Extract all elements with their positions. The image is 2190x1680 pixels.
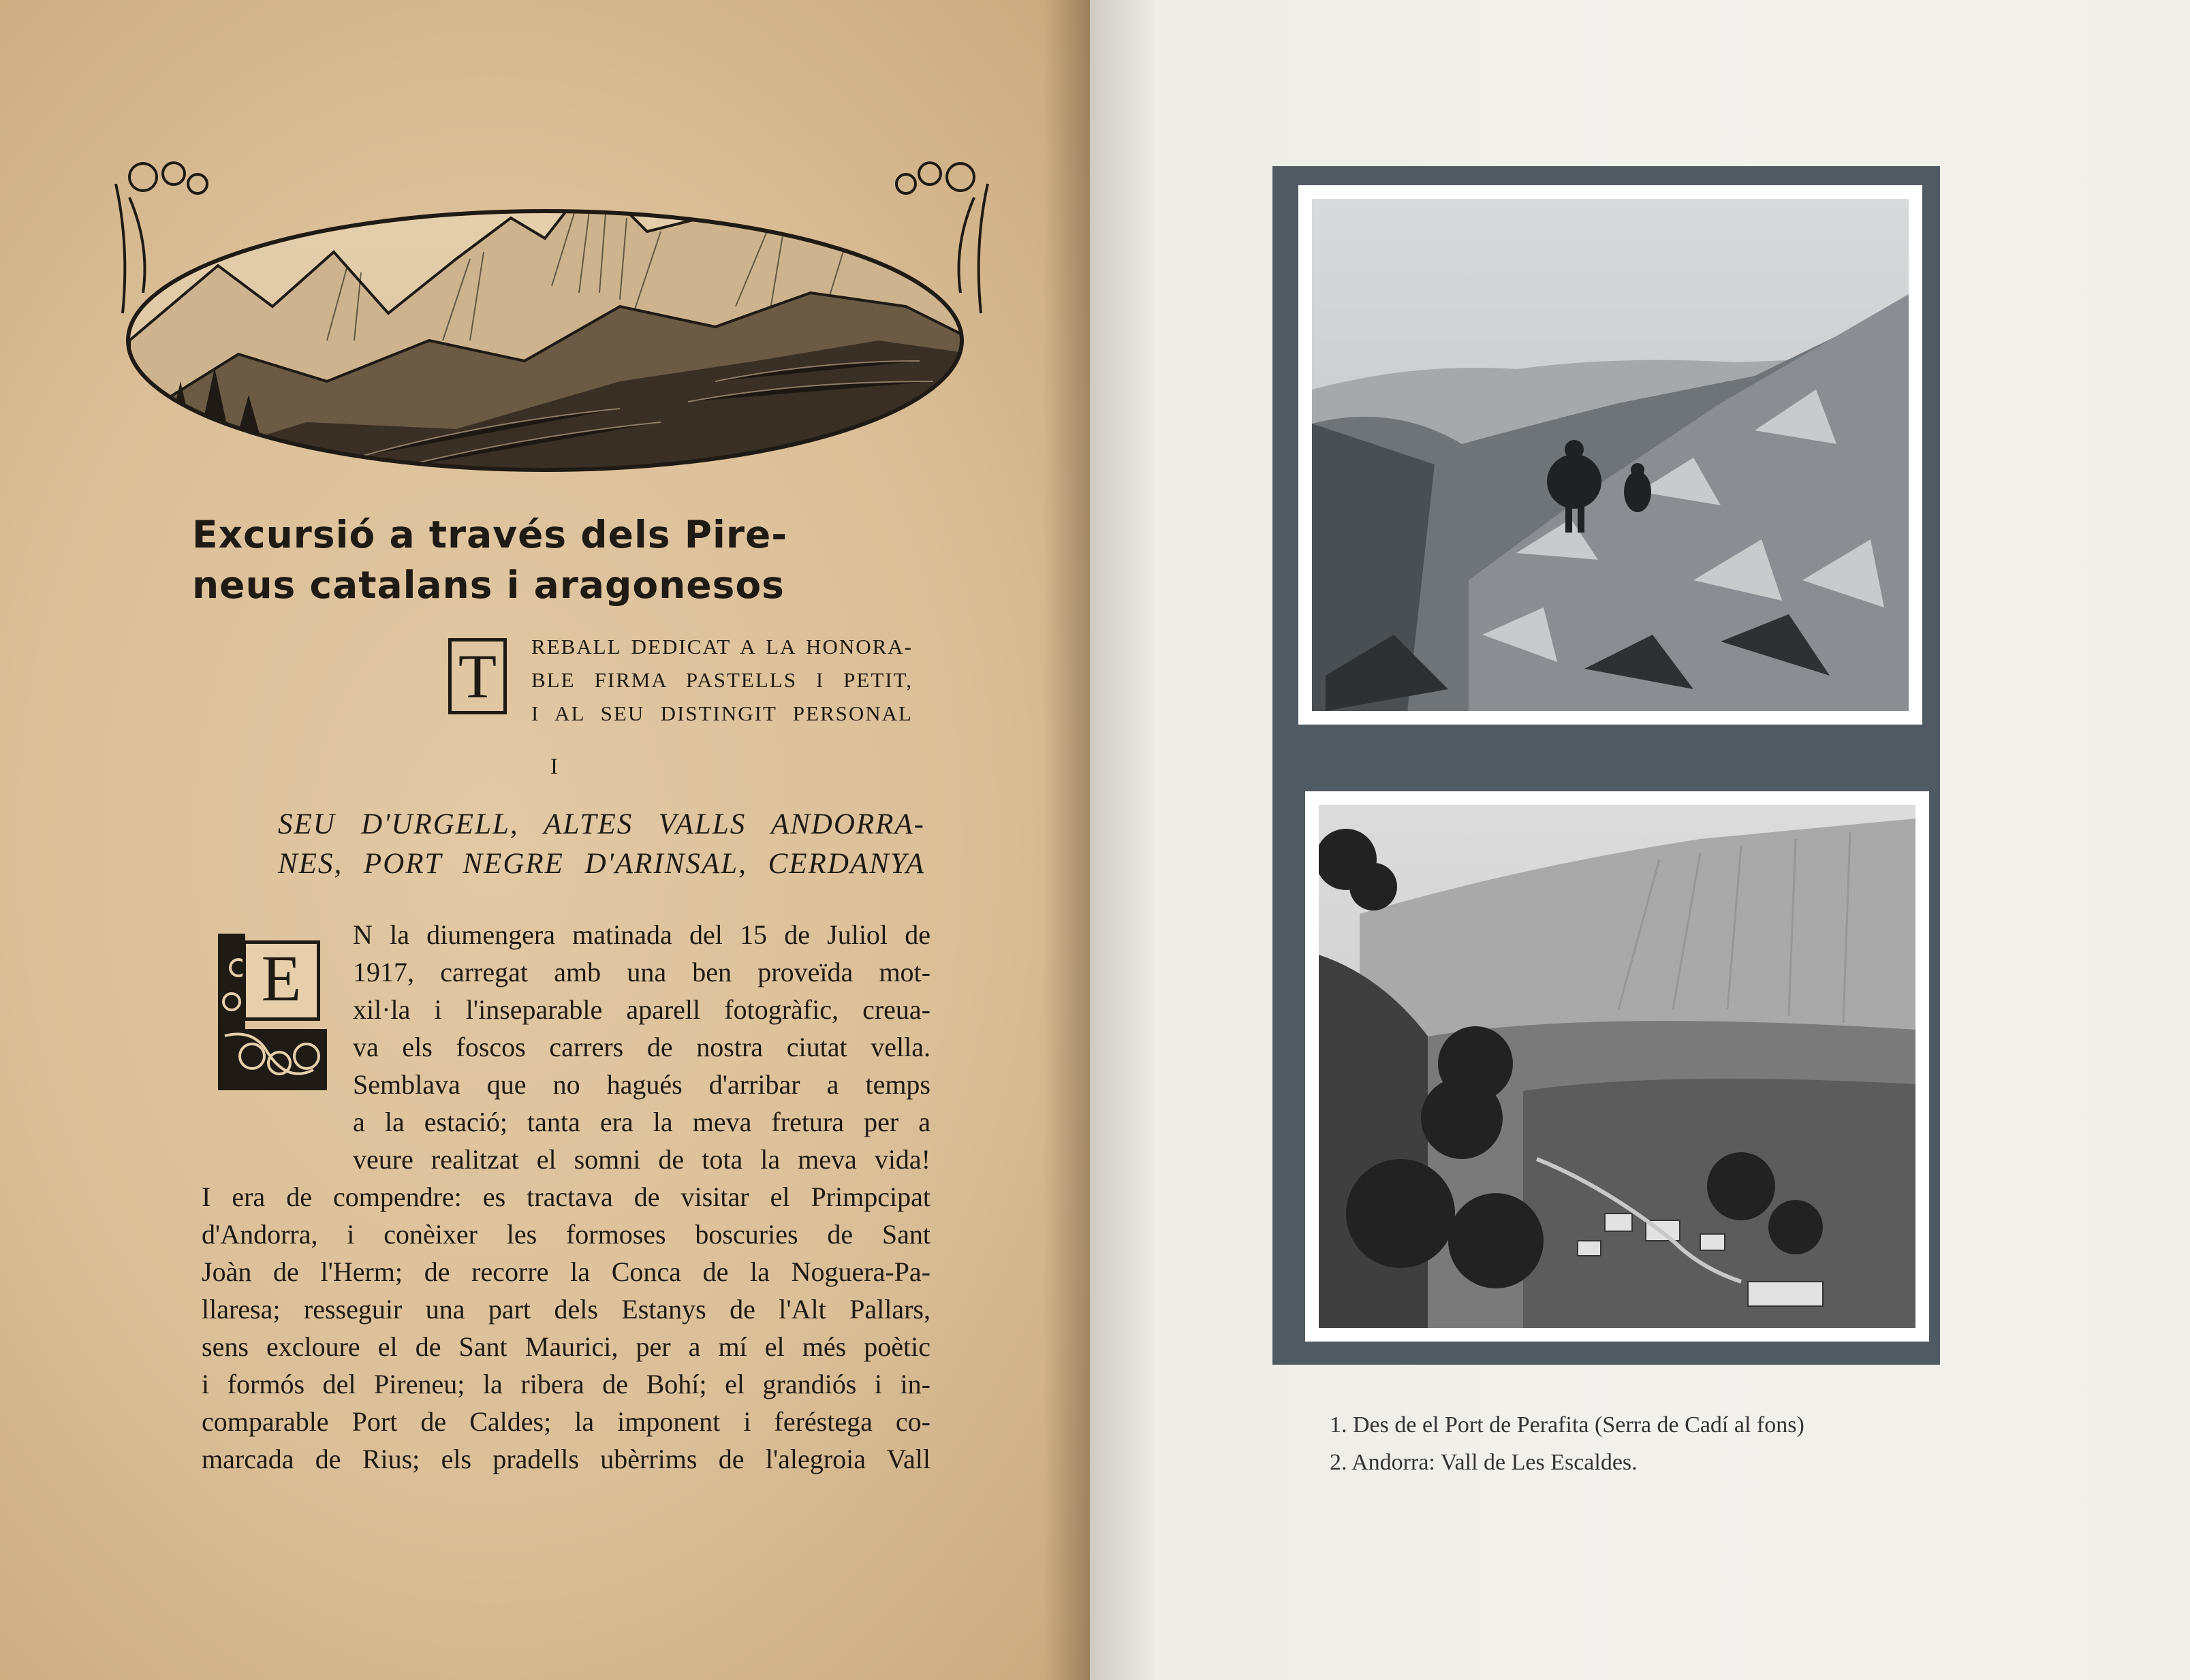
drop-cap-t: T (448, 638, 507, 714)
body-line: Joàn de l'Herm; de recorre la Conca de la Noguera-Pa- (202, 1256, 930, 1287)
mountain-photo (1312, 199, 1909, 711)
dedication-line: I AL SEU DISTINGIT PERSONAL (531, 701, 913, 725)
caption-1: 1. Des de el Port de Perafita (Serra de Cadí al fons) (1330, 1412, 1804, 1438)
body-line: N la diumengera matinada del 15 de Juliol de (353, 919, 930, 950)
body-line: a la estació; tanta era la meva fretura per a (353, 1107, 930, 1137)
article-title (192, 509, 941, 610)
body-line: marcada de Rius; els pradells ubèrrims de l'alegroia Vall (202, 1444, 930, 1474)
valley-photo (1319, 805, 1915, 1328)
photo-captions (1330, 1406, 2011, 1481)
body-line: xil·la i l'inseparable aparell fotogràfic, creua- (353, 994, 930, 1025)
section-title (278, 805, 925, 884)
drop-cap-e: E (261, 942, 302, 1015)
body-line: d'Andorra, i conèixer les formoses boscuries de Sant (202, 1219, 930, 1250)
caption-2: 2. Andorra: Vall de Les Escaldes. (1330, 1450, 1638, 1475)
dedication-line: BLE FIRMA PASTELLS I PETIT, (531, 668, 913, 692)
body-line: i formós del Pireneu; la ribera de Bohí; el grandiós i in- (202, 1369, 930, 1399)
section-title-line: SEU D'URGELL, ALTES VALLS ANDORRA- (278, 808, 925, 840)
body-line: Semblava que no hagués d'arribar a temps (353, 1069, 930, 1100)
ornate-initial (211, 927, 335, 1097)
body-line: veure realitzat el somni de tota la meva vida! (353, 1144, 930, 1175)
section-title-line: NES, PORT NEGRE D'ARINSAL, CERDANYA (278, 848, 925, 880)
title-line: neus catalans i aragonesos (192, 563, 785, 607)
body-line: sens excloure el de Sant Maurici, per a mí el més poètic (202, 1331, 930, 1362)
photo-2 (1305, 791, 1929, 1342)
photo-plate (1272, 166, 1940, 1365)
body-line: 1917, carregat amb una ben proveïda mot- (353, 957, 930, 987)
body-line: llaresa; resseguir una part dels Estanys de l'Alt Pallars, (202, 1294, 930, 1325)
mountain-illustration (102, 136, 1001, 490)
photo-1 (1298, 185, 1922, 725)
left-page (0, 0, 1090, 1680)
body-line: va els foscos carrers de nostra ciutat vella. (353, 1032, 930, 1062)
section-number: I (550, 755, 558, 779)
body-line: I era de compendre: es tractava de visitar el Primpcipat (202, 1182, 930, 1212)
right-page (1090, 0, 2190, 1680)
body-line: comparable Port de Caldes; la imponent i feréstega co- (202, 1406, 930, 1437)
dedication-line: REBALL DEDICAT A LA HONORA- (531, 635, 913, 659)
title-line: Excursió a través dels Pire- (192, 513, 788, 556)
